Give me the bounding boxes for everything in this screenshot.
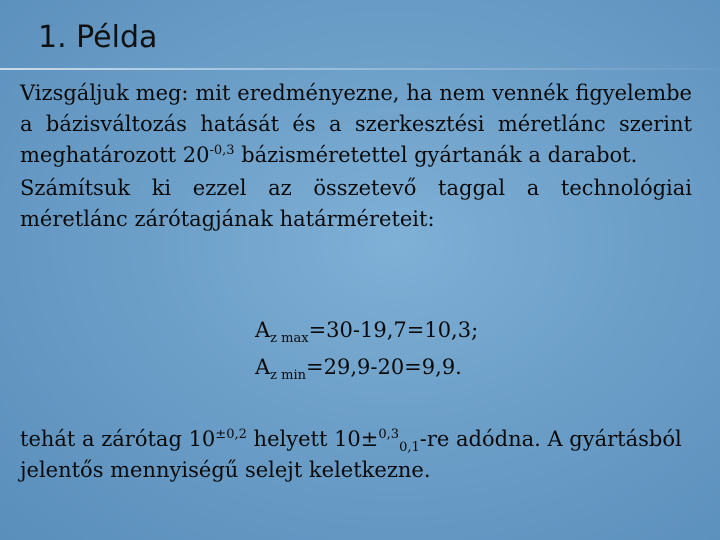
conclusion-text-3: -re adódna. A gyártásból [419, 427, 682, 451]
formula-max-symbol: A [255, 318, 271, 342]
formula-min-expression: =29,9-20=9,9. [306, 355, 462, 379]
formula-min-symbol: A [255, 355, 271, 379]
conclusion-text-2: helyett 10 [246, 427, 361, 451]
tolerance-superscript: -0,3 [209, 143, 235, 158]
conclusion-line-1 [20, 424, 692, 455]
paragraph-intro-text: Vizsgáljuk meg: mit eredményezne, ha nem vennék figyelembe a bázisváltozás hatását és a szerkesztési méretlánc szerint meghatározott 20 [20, 81, 692, 167]
conclusion-sup-1: ±0,2 [215, 427, 247, 442]
formula-min-subscript: z min [270, 368, 307, 383]
conclusion-block [20, 424, 692, 486]
conclusion-sub-2: 0,1 [399, 440, 420, 455]
conclusion-sup-2: 0,3 [378, 427, 400, 442]
formula-max-subscript: z max [270, 331, 309, 346]
slide-body [20, 78, 692, 235]
paragraph-intro [20, 78, 692, 171]
formula-min [255, 349, 478, 386]
paragraph-intro-text-end: bázisméretettel gyártanák a darabot. [234, 143, 638, 167]
formula-max [255, 312, 478, 349]
formula-block [255, 312, 478, 386]
conclusion-line-2: jelentős mennyiségű selejt keletkezne. [20, 458, 431, 482]
plus-minus-sign: ± [360, 427, 379, 451]
slide-title: 1. Példa [38, 20, 158, 55]
title-divider [0, 68, 720, 70]
conclusion-text-1: tehát a zárótag 10 [20, 427, 216, 451]
formula-max-expression: =30-19,7=10,3; [308, 318, 479, 342]
paragraph-calculate: Számítsuk ki ezzel az összetevő taggal a technológiai méretlánc zárótagjának határméreteit: [20, 176, 692, 231]
